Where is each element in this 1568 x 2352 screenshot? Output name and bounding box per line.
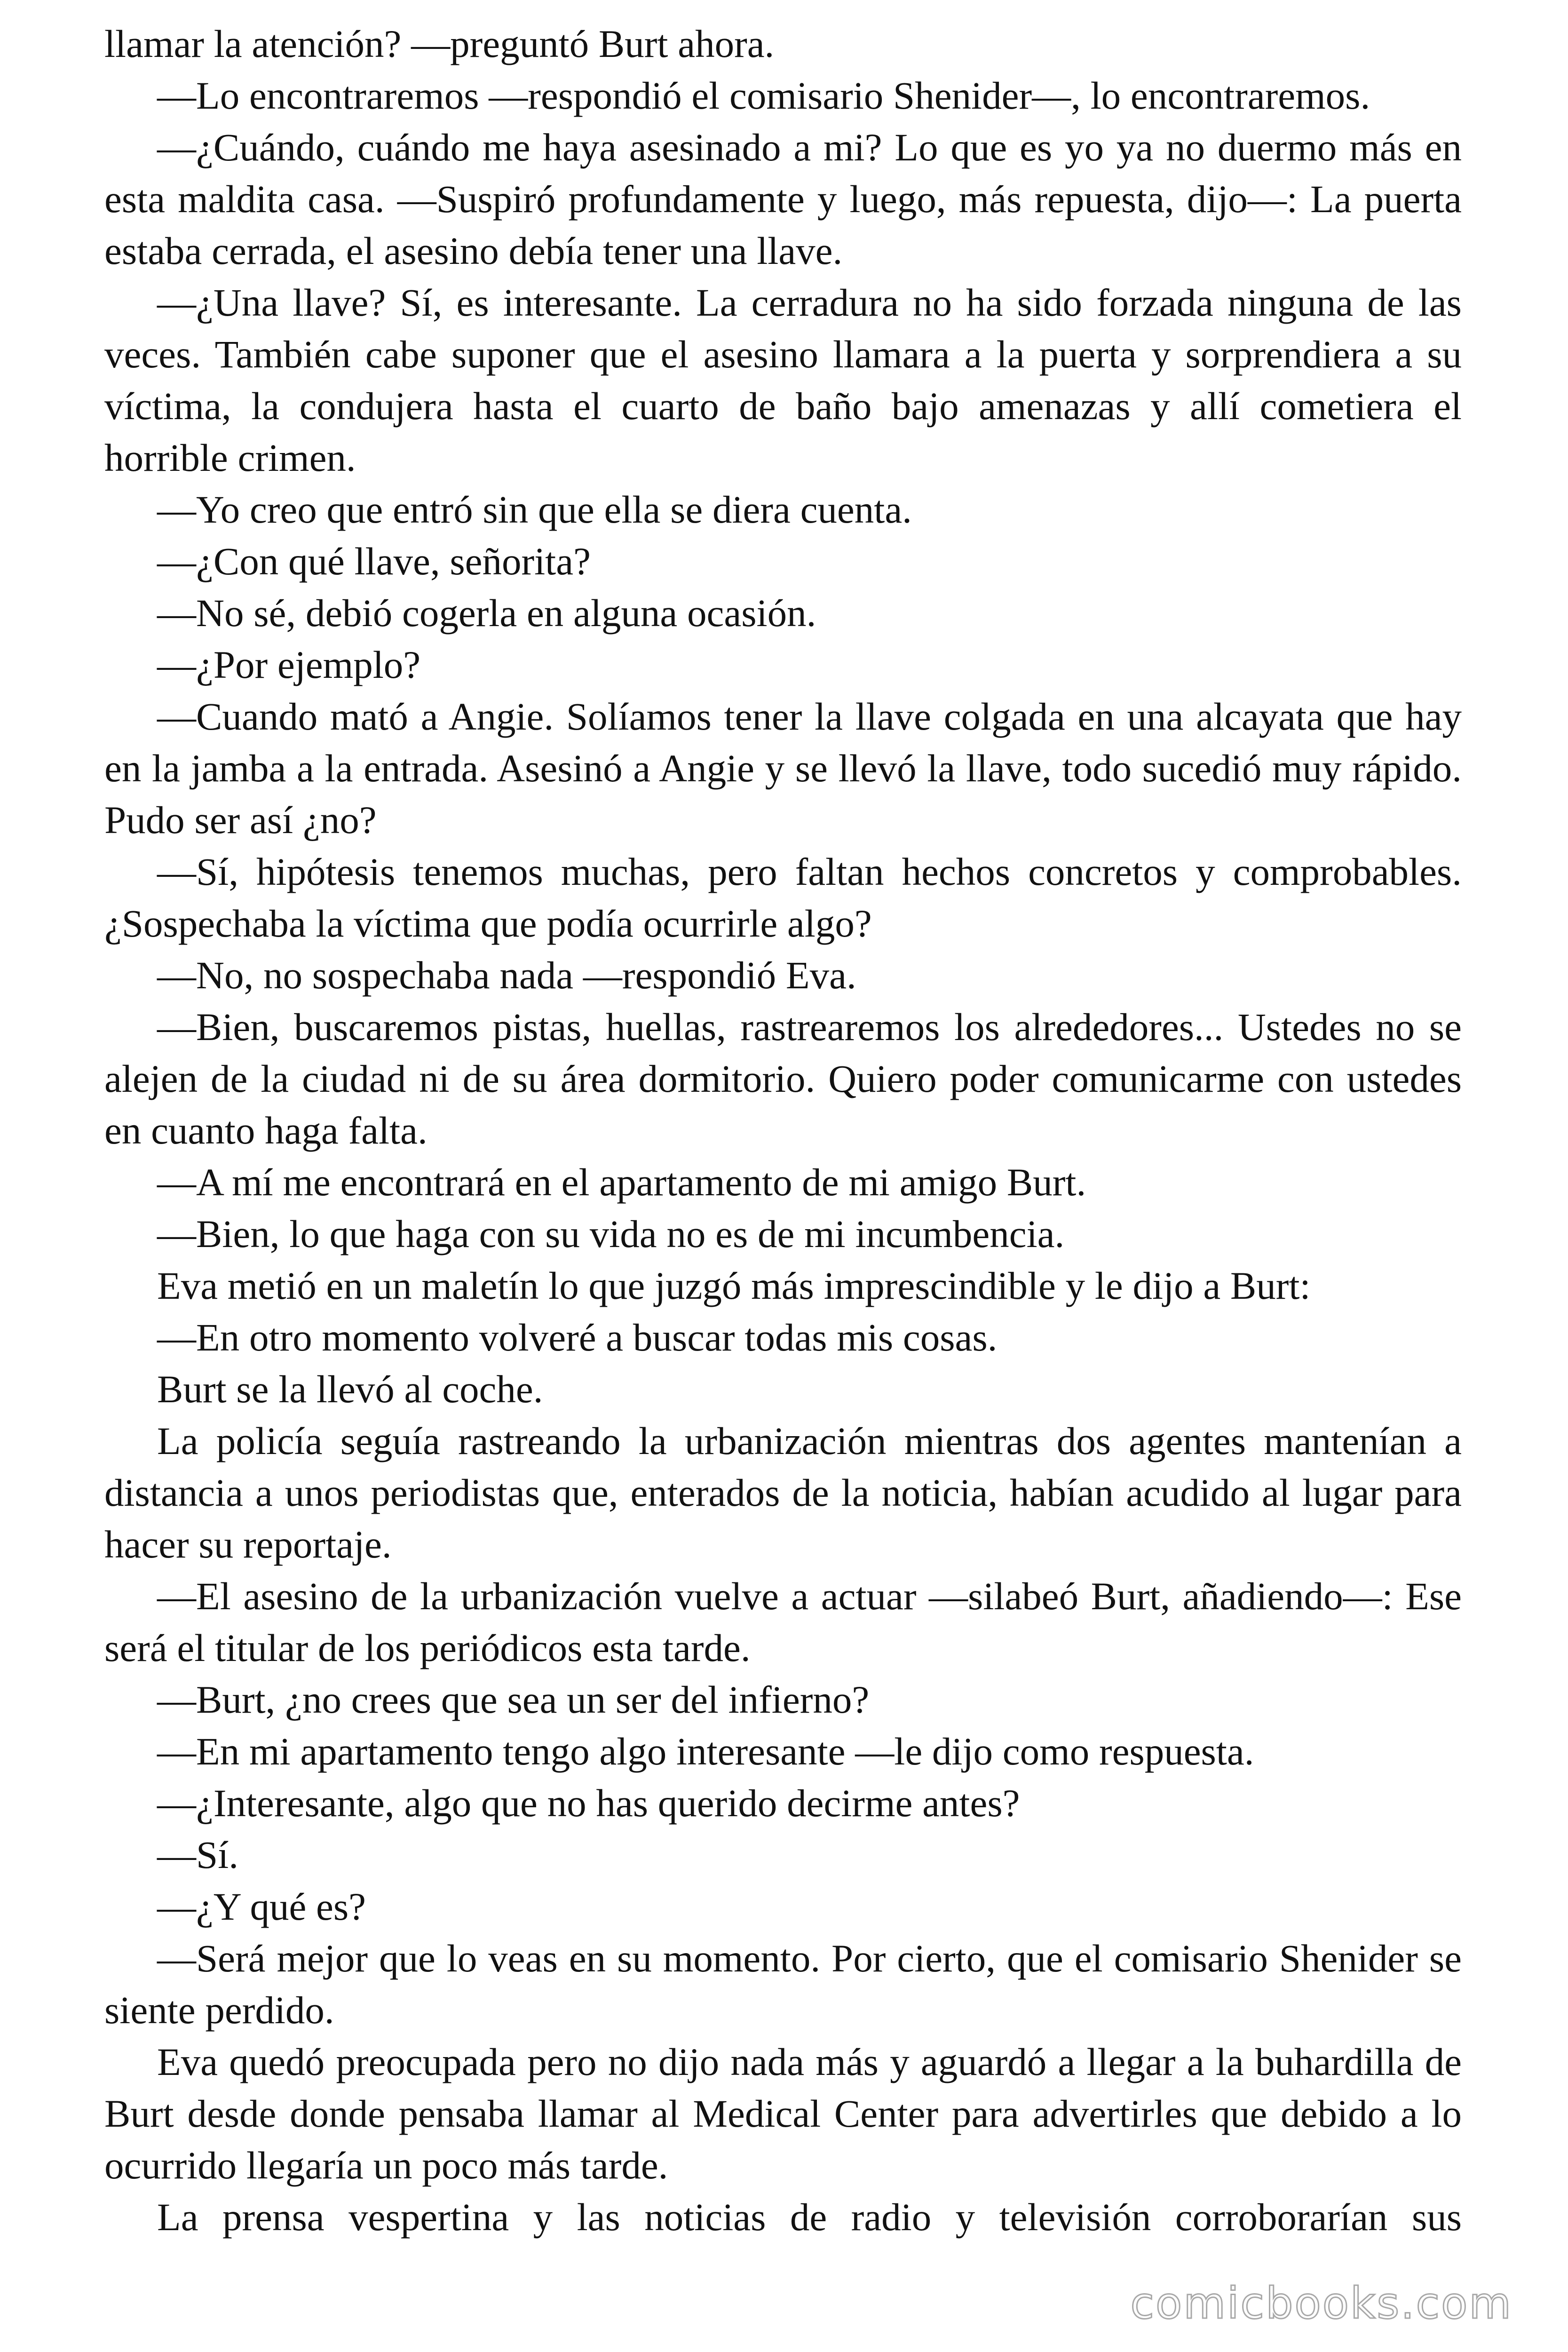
paragraph: —Bien, buscaremos pistas, huellas, rastrearemos los alrededores... Ustedes no se alejen de la ciudad ni de su área dormitorio. Quiero poder comunicarme con ustedes en cuanto haga falta. [104,1005,1462,1152]
paragraph: —No sé, debió cogerla en alguna ocasión. [157,591,816,635]
paragraph: —Será mejor que lo veas en su momento. Por cierto, que el comisario Shenider se siente perdido. [104,1937,1462,2032]
paragraph: —El asesino de la urbanización vuelve a actuar —silabeó Burt, añadiendo—: Ese será el titular de los periódicos esta tarde. [104,1574,1462,1669]
paragraph: llamar la atención? —preguntó Burt ahora. [104,22,775,65]
paragraph: La policía seguía rastreando la urbanización mientras dos agentes mantenían a distancia a unos periodistas que, enterados de la noticia, habían acudido al lugar para hacer su reportaje. [104,1419,1462,1566]
paragraph: Burt se la llevó al coche. [157,1367,543,1411]
paragraph: —En otro momento volveré a buscar todas mis cosas. [157,1316,998,1359]
paragraph: —Bien, lo que haga con su vida no es de mi incumbencia. [157,1212,1065,1255]
paragraph: Eva quedó preocupada pero no dijo nada más y aguardó a llegar a la buhardilla de Burt desde donde pensaba llamar al Medical Center para advertirles que debido a lo ocurrido llegaría un poco más tarde. [104,2040,1462,2187]
paragraph: —¿Una llave? Sí, es interesante. La cerradura no ha sido forzada ninguna de las veces. También cabe suponer que el asesino llamara a la puerta y sorprendiera a su víctima, la condujera hasta el cuarto de baño bajo amenazas y allí cometiera el horrible crimen. [104,281,1462,479]
paragraph: —Burt, ¿no crees que sea un ser del infierno? [157,1678,870,1721]
paragraph: La prensa vespertina y las noticias de radio y televisión corroborarían sus [157,2195,1462,2239]
paragraph: —Sí. [157,1833,238,1876]
paragraph: —Sí, hipótesis tenemos muchas, pero faltan hechos concretos y comprobables. ¿Sospechaba la víctima que podía ocurrirle algo? [104,850,1462,945]
paragraph: —Cuando mató a Angie. Solíamos tener la llave colgada en una alcayata que hay en la jamba a la entrada. Asesinó a Angie y se llevó la llave, todo sucedió muy rápido. Pudo ser así ¿no? [104,695,1462,842]
paragraph: —¿Interesante, algo que no has querido decirme antes? [157,1781,1020,1825]
paragraph: —¿Cuándo, cuándo me haya asesinado a mi? Lo que es yo ya no duermo más en esta maldita casa. —Suspiró profundamente y luego, más repuesta, dijo—: La puerta estaba cerrada, el asesino debía tener una llave. [104,126,1462,272]
paragraph: —¿Por ejemplo? [157,643,421,686]
paragraph: —A mí me encontrará en el apartamento de mi amigo Burt. [157,1160,1086,1204]
paragraph: —No, no sospechaba nada —respondió Eva. [157,954,856,997]
paragraph: —¿Y qué es? [157,1885,366,1928]
body-text [104,18,1462,2243]
paragraph: Eva metió en un maletín lo que juzgó más imprescindible y le dijo a Burt: [157,1264,1311,1307]
watermark: comicbooks.com [1130,2278,1513,2328]
paragraph: —Yo creo que entró sin que ella se diera cuenta. [157,488,912,531]
paragraph: —¿Con qué llave, señorita? [157,540,591,583]
paragraph: —Lo encontraremos —respondió el comisario Shenider—, lo encontraremos. [157,74,1370,117]
paragraph: —En mi apartamento tengo algo interesante —le dijo como respuesta. [157,1730,1254,1773]
